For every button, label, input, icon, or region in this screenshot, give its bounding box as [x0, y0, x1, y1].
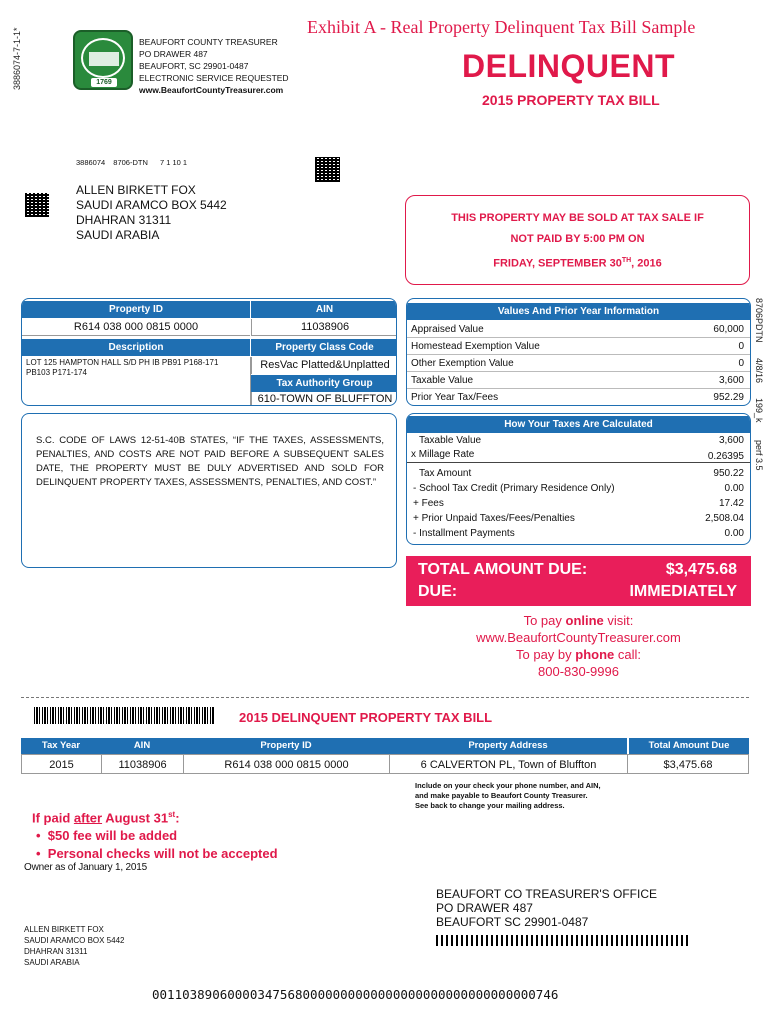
value-row [407, 355, 750, 372]
stub-barcode [34, 707, 214, 724]
class-code-value: ResVac Platted&Unplatted [251, 357, 397, 374]
postal-barcode [436, 935, 690, 946]
header-property-id: Property ID [22, 301, 250, 318]
side-code-right-a: 8706PDTN [754, 298, 764, 343]
value-amount: 0 [738, 341, 744, 352]
value-row [407, 372, 750, 389]
stub-property-id: R614 038 000 0815 0000 [184, 755, 390, 773]
due-label: DUE: [418, 583, 458, 600]
owner-small-addr2: DHAHRAN 31311 [24, 947, 88, 956]
owner-small-addr3: SAUDI ARABIA [24, 958, 80, 967]
exhibit-title: Exhibit A - Real Property Delinquent Tax Bill Sample [307, 17, 696, 37]
calc-label: Taxable Value [419, 435, 482, 446]
value-amount: 60,000 [713, 324, 744, 335]
sale-notice-line2: NOT PAID BY 5:00 PM ON [510, 233, 645, 245]
calc-amount: 0.00 [724, 528, 744, 539]
sale-notice-date-sup: TH [621, 257, 632, 264]
calc-amount: 3,600 [718, 435, 744, 446]
owner-addr3: SAUDI ARABIA [76, 228, 160, 242]
header-values: Values And Prior Year Information [407, 303, 750, 320]
treasurer-po: PO DRAWER 487 [139, 49, 208, 59]
calc-amount: 17.42 [718, 498, 744, 509]
late-d: : [175, 810, 180, 826]
pay-phone-a: To pay by [516, 647, 576, 662]
late-sup: st [168, 810, 176, 819]
total-amount-label: TOTAL AMOUNT DUE: [418, 561, 588, 578]
stub-address: 6 CALVERTON PL, Town of Bluffton [390, 755, 628, 773]
stub-header-address: Property Address [468, 740, 548, 751]
value-label: Prior Year Tax/Fees [411, 392, 499, 403]
calc-label: + Prior Unpaid Taxes/Fees/Penalties [413, 513, 575, 524]
pay-online-c: visit: [603, 613, 634, 628]
owner-small-name: ALLEN BIRKETT FOX [24, 925, 104, 934]
stub-header-tax-year: Tax Year [41, 740, 81, 751]
stub-ain: 11038906 [102, 755, 184, 773]
stub-note-2: and make payable to Beaufort County Treasurer. [415, 791, 588, 800]
ain-value: 11038906 [251, 319, 397, 336]
total-amount-value: $3,475.68 [665, 561, 737, 578]
late-payment-notice: If paid after August 31st: • $50 fee will be added • Personal checks will not be accepted [32, 810, 278, 862]
description-value: LOT 125 HAMPTON HALL S/D PH IB PB91 P168-171 PB103 P171-174 [26, 358, 219, 377]
calc-amount: 0.26395 [707, 451, 744, 462]
pay-phone-b: phone [575, 647, 615, 662]
pay-online-link[interactable]: www.BeaufortCountyTreasurer.com [476, 630, 681, 645]
perforation-line [21, 697, 749, 698]
calc-amount: 0.00 [724, 483, 744, 494]
ocr-scanline: 001103890600003475680000000000000000000000000000000746 [152, 987, 559, 1002]
calc-label: x Millage Rate [411, 449, 475, 460]
header-calculation: How Your Taxes Are Calculated [407, 416, 750, 433]
value-label: Other Exemption Value [411, 358, 514, 369]
tax-sale-notice [405, 195, 750, 285]
stub-header-total: Total Amount Due [627, 738, 749, 754]
sale-notice-line1: THIS PROPERTY MAY BE SOLD AT TAX SALE IF [451, 212, 704, 224]
remit-line3: BEAUFORT SC 29901-0487 [436, 915, 589, 929]
sale-notice-year: , 2016 [631, 257, 662, 270]
value-amount: 952.29 [713, 392, 744, 403]
calculation-box [406, 413, 751, 545]
side-code-right-b: 4/8/16 [754, 358, 764, 384]
sale-notice-date: FRIDAY, SEPTEMBER 30 [493, 257, 622, 270]
value-label: Taxable Value [411, 375, 474, 386]
value-label: Appraised Value [411, 324, 484, 335]
tax-authority-value: 610-TOWN OF BLUFFTON [251, 392, 397, 406]
ref-account: 3886074 [76, 158, 106, 167]
treasurer-website[interactable]: www.BeaufortCountyTreasurer.com [139, 85, 284, 95]
stub-tax-year: 2015 [22, 755, 102, 773]
total-due-banner [406, 556, 751, 606]
value-row [407, 389, 750, 406]
calc-amount: 2,508.04 [705, 513, 744, 524]
values-box [406, 298, 751, 406]
value-amount: 3,600 [718, 375, 744, 386]
header-description: Description [22, 339, 250, 356]
calc-amount: 950.22 [713, 468, 744, 479]
stub-header-ain: AIN [133, 740, 151, 751]
remit-line2: PO DRAWER 487 [436, 901, 533, 915]
calc-label: Tax Amount [419, 468, 472, 479]
calc-label: - Installment Payments [413, 528, 515, 539]
ref-seq: 7 1 10 1 [160, 158, 188, 167]
delinquent-heading: DELINQUENT [462, 48, 675, 84]
law-text: S.C. CODE OF LAWS 12-51-40B STATES, “IF THE TAXES, ASSESSMENTS, PENALTIES, AND COSTS ARE NOT PAID BEFORE A SUBSEQUENT SALES DATE, THE PROPERTY MUST BE DULY ADVERTISED AND SOLD FOR DELINQUENT PROPERTY TAXES, ASSESSMENTS, PENALTIES, AND COST.” [36, 435, 384, 488]
property-id-value: R614 038 000 0815 0000 [22, 319, 250, 336]
service-requested: ELECTRONIC SERVICE REQUESTED [139, 73, 289, 83]
law-text-box [21, 413, 397, 568]
value-label: Homestead Exemption Value [411, 341, 540, 352]
stub-title: 2015 DELINQUENT PROPERTY TAX BILL [239, 710, 493, 725]
stub-table [21, 738, 749, 774]
treasurer-name: BEAUFORT COUNTY TREASURER [139, 37, 278, 47]
property-box [21, 298, 397, 406]
owner-name: ALLEN BIRKETT FOX [76, 183, 196, 197]
side-code-left: 3886074-7-1-1* [12, 27, 22, 90]
county-seal-logo [73, 30, 133, 90]
stub-header-property-id: Property ID [260, 740, 312, 751]
owner-addr2: DHAHRAN 31311 [76, 213, 172, 227]
header-tax-authority: Tax Authority Group [251, 375, 397, 392]
bill-title: 2015 PROPERTY TAX BILL [482, 92, 660, 108]
value-row [407, 338, 750, 355]
owner-small-addr1: SAUDI ARAMCO BOX 5442 [24, 936, 125, 945]
owner-as-of: Owner as of January 1, 2015 [24, 862, 148, 873]
pay-online-b: online [565, 613, 604, 628]
late-c: August 31 [102, 810, 169, 826]
qr-code-address [25, 193, 49, 217]
remit-line1: BEAUFORT CO TREASURER'S OFFICE [436, 887, 657, 901]
calc-label: + Fees [413, 498, 444, 509]
pay-online-a: To pay [523, 613, 566, 628]
stub-note-1: Include on your check your phone number, and AIN, [415, 781, 601, 790]
header-ain: AIN [251, 301, 397, 318]
seal-year: 1769 [96, 79, 112, 86]
late-bullet-2: Personal checks will not be accepted [47, 846, 278, 862]
stub-total: $3,475.68 [663, 759, 713, 771]
ref-code: 8706-DTN [113, 158, 148, 167]
calc-label: - School Tax Credit (Primary Residence Only) [413, 483, 615, 494]
treasurer-city: BEAUFORT, SC 29901-0487 [139, 61, 249, 71]
side-code-right-c: 199_k [754, 398, 764, 423]
pay-phone-number[interactable]: 800-830-9996 [538, 664, 619, 679]
side-code-right-d: perf 3.5 [754, 440, 764, 471]
late-a: If paid [32, 810, 74, 826]
due-value: IMMEDIATELY [629, 583, 737, 600]
owner-addr1: SAUDI ARAMCO BOX 5442 [76, 198, 227, 212]
stub-note-3: See back to change your mailing address. [415, 801, 565, 810]
late-bullet-1: $50 fee will be added [47, 828, 178, 844]
value-amount: 0 [738, 358, 744, 369]
qr-code-top [315, 157, 340, 182]
header-class-code: Property Class Code [251, 339, 397, 356]
calc-millage-row [407, 449, 750, 463]
pay-phone-c: call: [614, 647, 641, 662]
late-b: after [73, 810, 103, 826]
value-row [407, 321, 750, 338]
